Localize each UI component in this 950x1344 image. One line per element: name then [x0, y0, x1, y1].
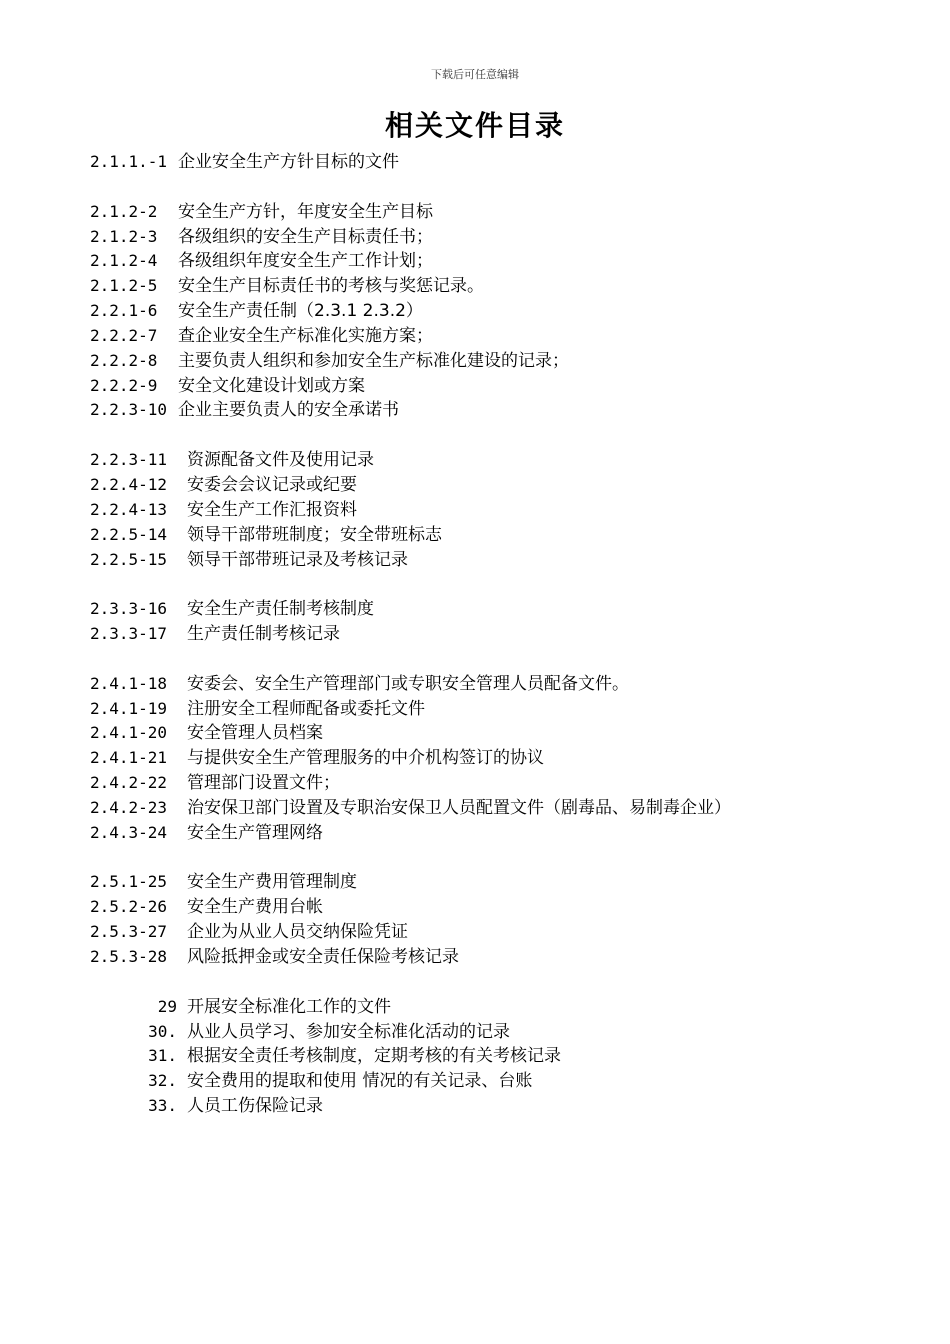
toc-entry: [90, 796, 910, 821]
toc-entry: [90, 200, 910, 225]
toc-entry: [90, 473, 910, 498]
toc-code: 2.3.3-17: [90, 624, 168, 644]
toc-entry: [90, 1069, 910, 1094]
toc-code: 2.1.2-3: [90, 226, 158, 246]
toc-entry: [90, 995, 910, 1020]
toc-text: 企业主要负责人的安全承诺书: [178, 400, 399, 421]
toc-spacer: [90, 572, 910, 597]
toc-entry: [90, 895, 910, 920]
toc-code: 2.5.3-28: [90, 947, 168, 966]
toc-code: 2.1.2-4: [90, 251, 158, 271]
toc-code: 2.1.2-2: [90, 201, 158, 221]
toc-text: 各级组织的安全生产目标责任书；: [178, 226, 433, 247]
toc-text: 与提供安全生产管理服务的中介机构签订的协议: [187, 748, 544, 769]
toc-code: 2.2.5-15: [90, 549, 168, 569]
toc-spacer: [90, 846, 910, 871]
toc-entry: [90, 1020, 910, 1045]
toc-entry: [90, 1044, 910, 1069]
toc-code: 2.4.1-19: [90, 698, 168, 718]
toc-entry: [90, 249, 910, 274]
toc-text: 安全生产目标责任书的考核与奖惩记录。: [178, 276, 484, 297]
toc-text: 主要负责人组织和参加安全生产标准化建设的记录；: [178, 350, 569, 371]
toc-text: 资源配备文件及使用记录: [187, 450, 374, 471]
toc-text: 生产责任制考核记录: [187, 624, 340, 645]
toc-entry: [90, 374, 910, 399]
toc-code: 2.4.1-18: [90, 673, 168, 693]
toc-code: 2.2.5-14: [90, 524, 168, 544]
toc-code: 2.1.2-5: [90, 276, 158, 296]
toc-text: 治安保卫部门设置及专职治安保卫人员配置文件（剧毒品、易制毒企业）: [187, 797, 731, 818]
toc-code: 2.4.1-20: [90, 723, 168, 743]
toc-entry: [90, 622, 910, 647]
toc-text: 领导干部带班记录及考核记录: [187, 549, 408, 570]
toc-code: 2.2.3-11: [90, 450, 168, 470]
toc-code: 2.2.2-8: [90, 350, 158, 370]
toc-code: 2.5.1-25: [90, 872, 168, 892]
toc-text: 安全生产管理网络: [187, 822, 323, 843]
toc-spacer: [90, 175, 910, 200]
toc-text: 各级组织年度安全生产工作计划；: [178, 251, 433, 272]
toc-text: 安全生产费用台帐: [187, 897, 323, 918]
toc-text: 安全生产工作汇报资料: [187, 499, 357, 520]
toc-code: 2.2.1-6: [90, 301, 158, 321]
toc-code: 2.4.2-23: [90, 797, 168, 817]
toc-text: 管理部门设置文件；: [187, 773, 340, 794]
toc-entry: [90, 548, 910, 573]
toc-text: 注册安全工程师配备或委托文件: [187, 698, 425, 719]
toc-entry: [90, 945, 910, 970]
toc-text: 安全生产方针，年度安全生产目标: [178, 201, 433, 222]
toc-code: 31.: [148, 1046, 177, 1066]
toc-text: 安全生产责任制考核制度: [187, 599, 374, 620]
toc-text: 从业人员学习、参加安全标准化活动的记录: [187, 1021, 510, 1042]
toc-entry: [90, 274, 910, 299]
toc-entry: [90, 821, 910, 846]
toc-text: 安全文化建设计划或方案: [178, 375, 365, 396]
toc-code: 2.5.3-27: [90, 922, 168, 942]
toc-text: 安委会、安全生产管理部门或专职安全管理人员配备文件。: [187, 673, 629, 694]
header-note: 下载后可任意编辑: [431, 68, 519, 81]
toc-text: 安全生产责任制（2.3.1 2.3.2）: [178, 301, 423, 322]
toc-code: 2.4.1-21: [90, 748, 168, 768]
toc-code: 2.4.2-22: [90, 773, 168, 793]
toc-spacer: [90, 423, 910, 448]
toc-code: 2.3.3-16: [90, 599, 168, 619]
toc-entry: [90, 870, 910, 895]
toc-code: 2.2.2-9: [90, 375, 158, 395]
toc-code: 32.: [148, 1071, 177, 1091]
toc-text: 安全管理人员档案: [187, 723, 323, 744]
toc-text: 查企业安全生产标准化实施方案；: [178, 325, 433, 346]
toc-spacer: [90, 970, 910, 995]
toc-text: 安委会会议记录或纪要: [187, 474, 357, 495]
toc-entry: [90, 771, 910, 796]
toc-entry: [90, 697, 910, 722]
toc-entry: [90, 1094, 910, 1119]
toc-text: 根据安全责任考核制度，定期考核的有关考核记录: [187, 1046, 561, 1067]
toc-code: 33.: [148, 1096, 177, 1116]
toc-entry: [90, 349, 910, 374]
toc-entry: [90, 225, 910, 250]
toc-entry: [90, 597, 910, 622]
toc-text: 安全费用的提取和使用 情况的有关记录、台账: [187, 1071, 533, 1092]
toc-text: 企业安全生产方针目标的文件: [178, 152, 399, 172]
document-title: 相关文件目录: [384, 109, 565, 142]
toc-spacer: [90, 647, 910, 672]
toc-text: 开展安全标准化工作的文件: [187, 996, 391, 1017]
toc-code: 2.2.4-13: [90, 499, 168, 519]
toc-entry: [90, 672, 910, 697]
toc-text: 领导干部带班制度；安全带班标志: [187, 524, 442, 545]
toc-code: 2.2.4-12: [90, 474, 168, 494]
toc-entry: [90, 398, 910, 423]
toc-entry: [90, 721, 910, 746]
toc-entry: [90, 299, 910, 324]
toc-text: 安全生产费用管理制度: [187, 872, 357, 893]
toc-entry: [90, 150, 910, 175]
toc-text: 企业为从业人员交纳保险凭证: [187, 922, 408, 943]
toc-entry: [90, 324, 910, 349]
toc-code: 2.2.2-7: [90, 325, 158, 345]
toc-code: 2.5.2-26: [90, 897, 168, 917]
toc-entry: [90, 746, 910, 771]
toc-text: 人员工伤保险记录: [187, 1096, 323, 1117]
toc-entry: [90, 448, 910, 473]
toc-text: 风险抵押金或安全责任保险考核记录: [187, 947, 459, 967]
toc-entry: [90, 920, 910, 945]
toc-code: 29: [157, 996, 177, 1016]
toc-code: 2.2.3-10: [90, 400, 168, 420]
toc-entry: [90, 523, 910, 548]
toc-list: [90, 150, 910, 1119]
toc-code: 2.4.3-24: [90, 822, 168, 842]
toc-code: 2.1.1.-1: [90, 152, 168, 171]
toc-entry: [90, 498, 910, 523]
toc-code: 30.: [148, 1021, 177, 1041]
